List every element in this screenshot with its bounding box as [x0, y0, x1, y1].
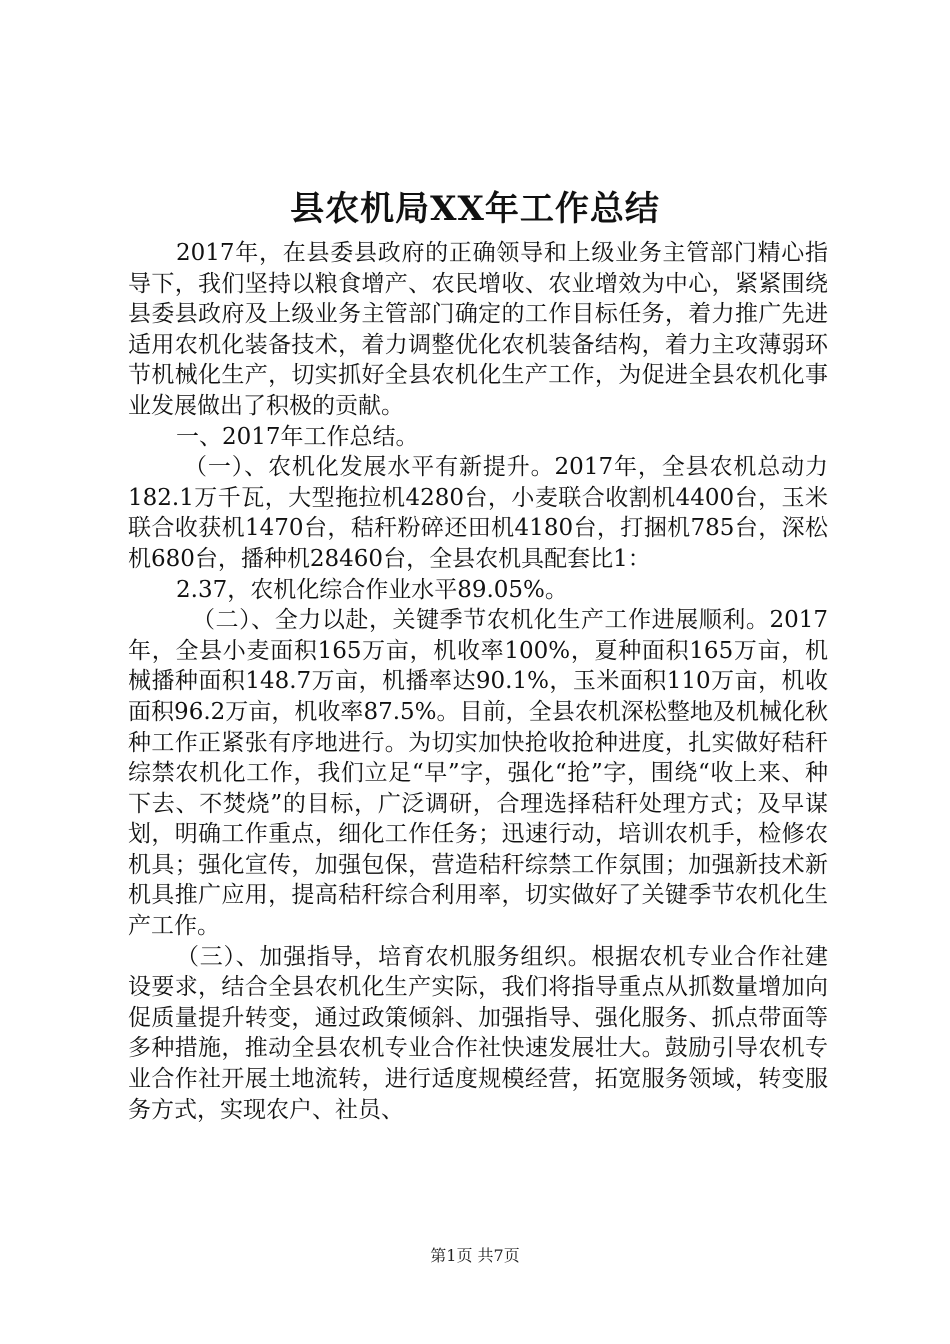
- document-title: 县农机局XX年工作总结: [290, 189, 660, 229]
- intro-paragraph: 2017年，在县委县政府的正确领导和上级业务主管部门精心指导下，我们坚持以粮食增产、农民增收、农业增效为中心，紧紧围绕县委县政府及上级业务主管部门确定的工作目标任务，着力推广先进适用农机化装备技术，着力调整优化农机装备结构，着力主攻薄弱环节机械化生产，切实抓好全县农机化生产工作，为促进全县农机化事业发展做出了积极的贡献。: [128, 240, 828, 419]
- page-footer: 第1页 共7页: [430, 1246, 520, 1265]
- paragraph-section-1-continued: 2.37，农机化综合作业水平89.05%。: [176, 576, 568, 603]
- section-heading-summary: 一、2017年工作总结。: [176, 423, 419, 450]
- paragraph-section-1: （一）、农机化发展水平有新提升。2017年，全县农机总动力182.1万千瓦，大型拖拉机4280台，小麦联合收割机4400台，玉米联合收获机1470台，秸秆粉碎还田机4180台，打捆机785台，深松机680台，播种机28460台，全县农机具配套比1：: [128, 454, 828, 572]
- document-body: [128, 238, 828, 1125]
- paragraph-section-3: （三）、加强指导，培育农机服务组织。根据农机专业合作社建设要求，结合全县农机化生产实际，我们将指导重点从抓数量增加向促质量提升转变，通过政策倾斜、加强指导、强化服务、抓点带面等多种措施，推动全县农机专业合作社快速发展壮大。鼓励引导农机专业合作社开展土地流转，进行适度规模经营，拓宽服务领域，转变服务方式，实现农户、社员、: [128, 943, 828, 1123]
- paragraph-section-2: （二）、全力以赴，关键季节农机化生产工作进展顺利。2017年，全县小麦面积165万亩，机收率100%，夏种面积165万亩，机械播种面积148.7万亩，机播率达90.1%，玉米面积110万亩，机收面积96.2万亩，机收率87.5%。目前，全县农机深松整地及机械化秋种工作正紧张有序地进行。为切实加快抢收抢种进度，扎实做好秸秆综禁农机化工作，我们立足“早”字，强化“抢”字，围绕“收上来、种下去、不焚烧”的目标，广泛调研，合理选择秸秆处理方式；及早谋划，明确工作重点，细化工作任务；迅速行动，培训农机手，检修农机具；强化宣传，加强包保，营造秸秆综禁工作氛围；加强新技术新机具推广应用，提高秸秆综合利用率，切实做好了关键季节农机化生产工作。: [128, 607, 828, 940]
